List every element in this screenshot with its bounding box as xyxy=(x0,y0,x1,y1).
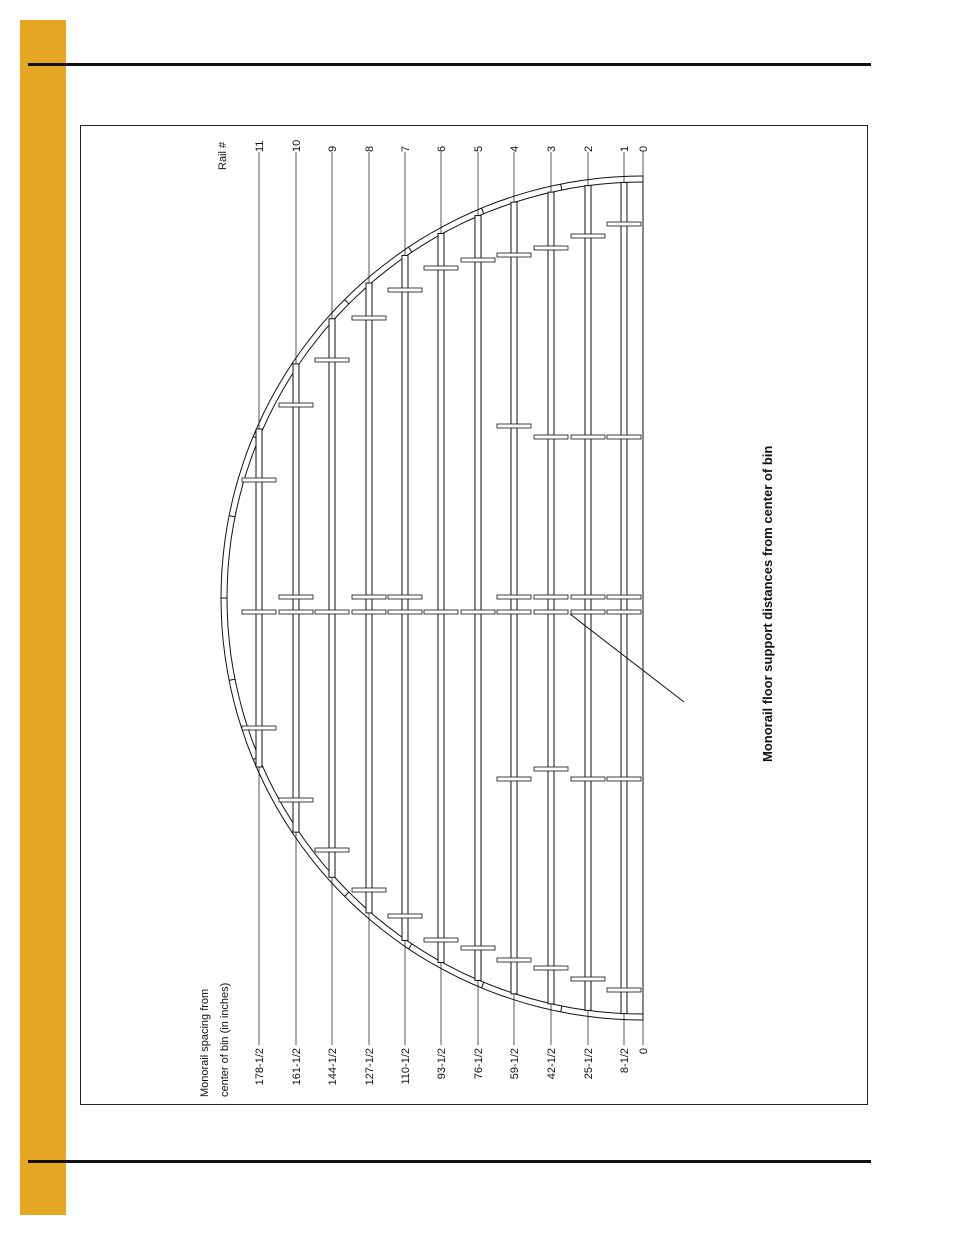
floor-support xyxy=(497,253,531,257)
floor-support xyxy=(534,767,568,771)
floor-support xyxy=(534,966,568,970)
wall-panel-seam xyxy=(482,982,484,988)
floor-support xyxy=(424,610,458,614)
floor-support xyxy=(534,610,568,614)
floor-support xyxy=(607,435,641,439)
floor-support xyxy=(242,610,276,614)
floor-support xyxy=(571,610,605,614)
rail-spacing-label: 76-1/2 xyxy=(473,1048,485,1080)
floor-support xyxy=(388,288,422,292)
floor-support xyxy=(607,777,641,781)
rail-number-label: 8 xyxy=(364,145,376,152)
floor-support xyxy=(315,358,349,362)
rail-number-label: 6 xyxy=(436,145,448,152)
floor-support xyxy=(242,726,276,730)
floor-support xyxy=(352,316,386,320)
floor-support xyxy=(424,266,458,270)
floor-support xyxy=(461,610,495,614)
floor-support xyxy=(279,595,313,599)
floor-support xyxy=(534,435,568,439)
rail-spacing-label: 161-1/2 xyxy=(291,1048,303,1086)
floor-support xyxy=(534,246,568,250)
floor-support xyxy=(534,595,568,599)
spacing-header-line-1: Monorail spacing from xyxy=(199,988,211,1097)
floor-support xyxy=(279,798,313,802)
spacing-header-line-2: center of bin (in inches) xyxy=(219,982,231,1097)
rail-number-label: 9 xyxy=(327,145,339,152)
rail-spacing-label: 42-1/2 xyxy=(546,1048,558,1080)
floor-support xyxy=(315,610,349,614)
wall-panel-seam xyxy=(229,516,235,517)
floor-support xyxy=(352,595,386,599)
floor-support xyxy=(315,848,349,852)
rail-number-label: 11 xyxy=(254,140,266,152)
floor-support xyxy=(279,610,313,614)
floor-support xyxy=(607,595,641,599)
wall-panel-seam xyxy=(482,208,484,214)
rail-spacing-label: 110-1/2 xyxy=(400,1048,412,1085)
floor-support xyxy=(607,988,641,992)
floor-support xyxy=(388,914,422,918)
wall-panel-seam xyxy=(345,300,349,304)
floor-support xyxy=(242,478,276,482)
floor-support xyxy=(497,610,531,614)
callout-text: Monorail floor support distances from center of bin xyxy=(760,445,775,762)
rail-number-header: Rail # xyxy=(217,141,229,170)
rail-spacing-label: 144-1/2 xyxy=(327,1048,339,1086)
floor-support xyxy=(388,595,422,599)
rail-number-label: 10 xyxy=(291,139,303,152)
wall-panel-seam xyxy=(409,247,412,252)
rail-spacing-label: 178-1/2 xyxy=(254,1048,266,1086)
floor-support xyxy=(607,222,641,226)
rail-spacing-label: 8-1/2 xyxy=(619,1048,631,1074)
rail-spacing-label: 25-1/2 xyxy=(583,1048,595,1080)
floor-support xyxy=(352,610,386,614)
rail-number-label: 5 xyxy=(473,145,485,152)
rail-number-label: 4 xyxy=(509,145,521,152)
wall-panel-seam xyxy=(561,1006,562,1012)
floor-support xyxy=(279,403,313,407)
rail-spacing-label: 59-1/2 xyxy=(509,1048,521,1080)
rail-spacing-label: 93-1/2 xyxy=(436,1048,448,1080)
floor-support xyxy=(571,435,605,439)
floor-support xyxy=(461,946,495,950)
floor-support xyxy=(571,977,605,981)
wall-panel-seam xyxy=(561,184,562,190)
rail-number-label: 0 xyxy=(638,145,650,152)
floor-support xyxy=(461,258,495,262)
floor-support xyxy=(497,958,531,962)
rail-number-label: 7 xyxy=(400,145,412,152)
monorail-rail xyxy=(329,319,335,877)
rail-number-label: 1 xyxy=(619,145,631,152)
floor-support xyxy=(497,424,531,428)
floor-support xyxy=(571,234,605,238)
rail-spacing-label: 127-1/2 xyxy=(364,1048,376,1086)
floor-support xyxy=(388,610,422,614)
floor-support xyxy=(571,777,605,781)
rail-spacing-label: 0 xyxy=(638,1048,650,1055)
monorail-rails xyxy=(242,182,641,1013)
floor-support xyxy=(497,777,531,781)
wall-panel-seam xyxy=(409,944,412,949)
floor-support xyxy=(424,938,458,942)
floor-support xyxy=(352,888,386,892)
monorail-rail xyxy=(438,233,444,962)
rail-number-label: 3 xyxy=(546,145,558,152)
floor-support xyxy=(497,595,531,599)
wall-panel-seam xyxy=(345,892,349,896)
rail-number-label: 2 xyxy=(583,145,595,152)
floor-support xyxy=(607,610,641,614)
floor-support xyxy=(571,595,605,599)
wall-panel-seam xyxy=(229,679,235,680)
monorail-rail xyxy=(475,216,481,981)
